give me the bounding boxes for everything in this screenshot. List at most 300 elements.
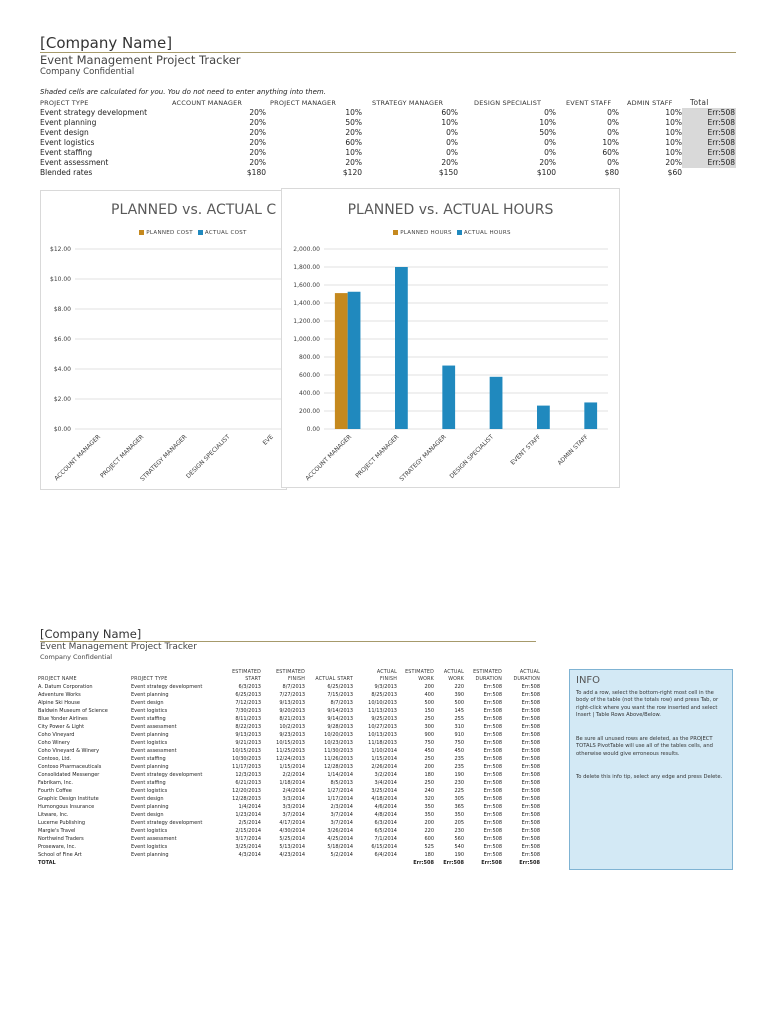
cell[interactable]: Err:508 [483, 852, 502, 858]
cell[interactable]: 12/3/2013 [235, 772, 261, 778]
cell[interactable]: 7/12/2013 [235, 700, 261, 706]
info-tip-box[interactable] [569, 669, 733, 870]
cell[interactable]: 1/15/2014 [279, 764, 305, 770]
cell[interactable]: 300 [424, 724, 434, 730]
cell[interactable]: Event strategy development [131, 772, 203, 778]
cell[interactable]: 2/5/2014 [238, 820, 261, 826]
cell[interactable]: 2/2/2014 [282, 772, 305, 778]
rate-cell[interactable]: $80 [604, 168, 619, 177]
cell[interactable]: 240 [424, 788, 434, 794]
cell[interactable]: Err:508 [521, 828, 540, 834]
rate-cell[interactable]: 10% [441, 118, 458, 127]
cell[interactable]: Err:508 [521, 716, 540, 722]
cell[interactable]: Err:508 [483, 756, 502, 762]
cell[interactable]: Fabrikam, Inc. [38, 780, 74, 786]
cell[interactable]: 910 [454, 732, 464, 738]
cell[interactable]: 230 [454, 780, 464, 786]
cell[interactable]: 1/18/2014 [279, 780, 305, 786]
cell[interactable]: 250 [424, 756, 434, 762]
cell[interactable]: A. Datum Corporation [38, 684, 93, 690]
cell[interactable]: Err:508 [483, 732, 502, 738]
rate-cell[interactable]: 0% [446, 148, 458, 157]
cell[interactable]: 9/14/2013 [327, 716, 353, 722]
cell[interactable]: Event design [131, 796, 164, 802]
cell[interactable]: 4/18/2014 [371, 796, 397, 802]
cell[interactable]: 2/4/2014 [282, 788, 305, 794]
cell[interactable]: 1/14/2014 [327, 772, 353, 778]
cell[interactable]: Err:508 [413, 860, 434, 866]
cell[interactable]: Proseware, Inc. [38, 844, 76, 850]
cell[interactable]: 600 [424, 836, 434, 842]
cell[interactable]: Err:508 [483, 804, 502, 810]
rate-cell[interactable]: 20% [249, 128, 266, 137]
cell[interactable]: 220 [424, 828, 434, 834]
rate-cell[interactable]: $180 [246, 168, 266, 177]
cell[interactable]: 3/26/2014 [327, 828, 353, 834]
cell[interactable]: Err:508 [521, 724, 540, 730]
cell[interactable]: Event strategy development [131, 820, 203, 826]
cell[interactable]: Event planning [131, 852, 169, 858]
cell[interactable]: 1/23/2014 [235, 812, 261, 818]
company-name-2: [Company Name] [40, 627, 142, 641]
cell[interactable]: 900 [424, 732, 434, 738]
cell[interactable]: Err:508 [483, 820, 502, 826]
cell[interactable]: 9/28/2013 [327, 724, 353, 730]
x-tick-label: ACCOUNT MANAGER [304, 433, 354, 483]
table-header-row [38, 676, 542, 683]
cell[interactable]: 190 [454, 772, 464, 778]
cell[interactable]: 11/17/2013 [232, 764, 261, 770]
cell[interactable]: 6/3/2013 [238, 684, 261, 690]
cell[interactable]: 5/2/2014 [330, 852, 353, 858]
cell[interactable]: Err:508 [521, 780, 540, 786]
hours-chart[interactable] [281, 188, 620, 488]
cell[interactable]: 400 [424, 692, 434, 698]
cell[interactable]: Event staffing [131, 756, 166, 762]
cell[interactable]: 8/25/2013 [371, 692, 397, 698]
cell[interactable]: Err:508 [483, 780, 502, 786]
cell[interactable]: 10/27/2013 [368, 724, 397, 730]
rate-cell[interactable]: $100 [536, 168, 556, 177]
cell[interactable]: 4/30/2014 [279, 828, 305, 834]
cell[interactable]: 5/25/2014 [279, 836, 305, 842]
cell[interactable]: TOTAL [38, 860, 56, 866]
cell[interactable]: 8/7/2013 [282, 684, 305, 690]
rate-cell[interactable]: 0% [544, 148, 556, 157]
rate-cell[interactable]: 0% [544, 138, 556, 147]
rate-cell[interactable]: 60% [441, 108, 458, 117]
cell[interactable]: Err:508 [521, 700, 540, 706]
cell[interactable]: 12/28/2013 [324, 764, 353, 770]
rate-cell[interactable]: 10% [539, 118, 556, 127]
cell[interactable]: 230 [454, 828, 464, 834]
cell[interactable]: Err:508 [521, 756, 540, 762]
rate-cell[interactable]: 20% [249, 158, 266, 167]
cell[interactable]: Err:508 [483, 708, 502, 714]
project-type-cell[interactable]: Event logistics [40, 138, 95, 147]
table-row [38, 811, 542, 819]
cell[interactable]: 180 [424, 852, 434, 858]
cell[interactable]: Event logistics [131, 844, 168, 850]
project-type-cell[interactable]: Event design [40, 128, 89, 137]
cell[interactable]: Coho Vineyard & Winery [38, 748, 100, 754]
cell[interactable]: 4/25/2014 [327, 836, 353, 842]
cell[interactable]: Err:508 [483, 812, 502, 818]
cell[interactable]: 200 [424, 820, 434, 826]
cell[interactable]: 750 [424, 740, 434, 746]
cell[interactable]: Err:508 [521, 804, 540, 810]
cell[interactable]: 2/3/2014 [330, 804, 353, 810]
cell[interactable]: Blue Yonder Airlines [38, 716, 88, 722]
cell: DURATION [475, 677, 502, 682]
cell: WORK [448, 677, 464, 682]
cell[interactable]: 9/23/2013 [279, 732, 305, 738]
cell[interactable]: Contoso Pharmaceuticals [38, 764, 102, 770]
cell[interactable]: 150 [424, 708, 434, 714]
cell[interactable]: 365 [454, 804, 464, 810]
cell[interactable]: Err:508 [521, 820, 540, 826]
rate-cell[interactable]: 60% [345, 138, 362, 147]
cell[interactable]: Err:508 [521, 748, 540, 754]
cell[interactable]: 3/2/2014 [374, 772, 397, 778]
cell[interactable]: 225 [454, 788, 464, 794]
cell[interactable]: 10/2/2013 [279, 724, 305, 730]
rate-cell[interactable]: 20% [249, 108, 266, 117]
cell[interactable]: Northwind Traders [38, 836, 84, 842]
rate-cell[interactable]: $150 [438, 168, 458, 177]
cell[interactable]: Err:508 [521, 684, 540, 690]
rates-table [40, 98, 736, 178]
cell[interactable]: 3/3/2014 [282, 804, 305, 810]
cell[interactable]: 540 [454, 844, 464, 850]
cell[interactable]: Event planning [131, 732, 169, 738]
cell[interactable]: 1/10/2014 [371, 748, 397, 754]
rate-cell[interactable]: $60 [667, 168, 682, 177]
cell[interactable]: 4/23/2014 [279, 852, 305, 858]
rate-cell[interactable]: 10% [345, 148, 362, 157]
cell[interactable]: 350 [424, 804, 434, 810]
cell[interactable]: Err:508 [483, 772, 502, 778]
shaded-cells-note: Shaded cells are calculated for you. You do not need to enter anything into them. [40, 88, 326, 96]
rate-cell[interactable]: 0% [446, 138, 458, 147]
rates-row [40, 128, 736, 138]
cell[interactable]: Err:508 [483, 836, 502, 842]
cell[interactable]: Err:508 [521, 740, 540, 746]
cell[interactable]: 220 [454, 684, 464, 690]
cell[interactable]: 390 [454, 692, 464, 698]
x-tick-label: STRATEGY MANAGER [139, 433, 189, 483]
rate-cell[interactable]: 20% [539, 158, 556, 167]
cell[interactable]: 3/7/2014 [282, 812, 305, 818]
cell[interactable]: Err:508 [521, 788, 540, 794]
project-type-cell[interactable]: Event strategy development [40, 108, 148, 117]
cell[interactable]: 250 [424, 716, 434, 722]
cell[interactable]: Contoso, Ltd. [38, 756, 72, 762]
cell[interactable]: Err:508 [483, 724, 502, 730]
project-type-cell[interactable]: Event staffing [40, 148, 93, 157]
rate-cell[interactable]: 0% [607, 118, 619, 127]
cell[interactable]: 10/30/2013 [232, 756, 261, 762]
cell[interactable]: Event design [131, 812, 164, 818]
cell[interactable]: City Power & Light [38, 724, 85, 730]
cell[interactable]: Err:508 [521, 772, 540, 778]
cell[interactable]: Margie's Travel [38, 828, 76, 834]
cell[interactable]: 9/13/2013 [279, 700, 305, 706]
cell[interactable]: 200 [424, 764, 434, 770]
cell[interactable]: Adventure Works [38, 692, 81, 698]
rates-row [40, 108, 736, 118]
cell[interactable]: 3/7/2014 [330, 820, 353, 826]
cell[interactable]: Err:508 [521, 764, 540, 770]
cell[interactable]: Err:508 [483, 844, 502, 850]
cell[interactable]: 3/17/2014 [235, 836, 261, 842]
y-tick-label: 600.00 [299, 372, 320, 379]
cell[interactable]: Baldwin Museum of Science [38, 708, 108, 714]
cell[interactable]: 8/7/2013 [330, 700, 353, 706]
cell[interactable]: 1/15/2014 [371, 756, 397, 762]
cell[interactable]: 235 [454, 764, 464, 770]
cell[interactable]: 10/15/2013 [232, 748, 261, 754]
cell[interactable]: Litware, Inc. [38, 812, 69, 818]
cell[interactable]: 3/25/2014 [235, 844, 261, 850]
cell[interactable]: Event planning [131, 804, 169, 810]
cell[interactable]: Event strategy development [131, 684, 203, 690]
cell[interactable]: Event assessment [131, 836, 177, 842]
cell[interactable]: 4/8/2014 [374, 812, 397, 818]
cell[interactable]: 3/3/2014 [282, 796, 305, 802]
cell[interactable]: 10/10/2013 [368, 700, 397, 706]
cell[interactable]: Event logistics [131, 788, 168, 794]
project-type-cell[interactable]: Blended rates [40, 168, 93, 177]
rate-cell[interactable]: 20% [345, 158, 362, 167]
cell[interactable]: 10/20/2013 [324, 732, 353, 738]
cell[interactable]: 310 [454, 724, 464, 730]
cell[interactable]: 9/3/2013 [374, 684, 397, 690]
cell[interactable]: Err:508 [521, 852, 540, 858]
cell[interactable]: Event assessment [131, 724, 177, 730]
rate-cell[interactable]: 20% [249, 148, 266, 157]
cell[interactable]: Err:508 [483, 692, 502, 698]
cell[interactable]: 1/27/2014 [327, 788, 353, 794]
cell[interactable]: 7/1/2014 [374, 836, 397, 842]
cell[interactable]: 350 [424, 812, 434, 818]
cell[interactable]: 11/26/2013 [324, 756, 353, 762]
cell[interactable]: 525 [424, 844, 434, 850]
cell[interactable]: Event logistics [131, 740, 168, 746]
rate-cell[interactable]: $120 [342, 168, 362, 177]
y-tick-label: $6.00 [53, 336, 71, 343]
cell[interactable]: Event design [131, 700, 164, 706]
cell[interactable] [355, 859, 399, 867]
cell[interactable]: 750 [454, 740, 464, 746]
cell[interactable]: 9/13/2013 [235, 732, 261, 738]
rate-cell[interactable]: 10% [665, 128, 682, 137]
cell[interactable]: 180 [424, 772, 434, 778]
rate-cell[interactable]: 60% [602, 148, 619, 157]
cell[interactable]: 8/5/2013 [330, 780, 353, 786]
cell[interactable]: Event planning [131, 692, 169, 698]
cell[interactable]: 10/23/2013 [324, 740, 353, 746]
cell[interactable]: 11/30/2013 [324, 748, 353, 754]
cell[interactable]: 7/15/2013 [327, 692, 353, 698]
cell[interactable]: 6/21/2013 [235, 780, 261, 786]
rate-cell[interactable]: 0% [544, 108, 556, 117]
cell[interactable]: 8/11/2013 [235, 716, 261, 722]
cell[interactable]: Err:508 [483, 764, 502, 770]
cell[interactable]: 6/25/2013 [327, 684, 353, 690]
cell[interactable]: 3/4/2014 [374, 780, 397, 786]
cell[interactable]: Err:508 [521, 836, 540, 842]
cell[interactable]: Event logistics [131, 708, 168, 714]
cell[interactable]: Err:508 [483, 684, 502, 690]
cell[interactable]: 3/7/2014 [330, 812, 353, 818]
cell[interactable]: Alpine Ski House [38, 700, 80, 706]
cell[interactable]: 4/3/2014 [238, 852, 261, 858]
rate-cell[interactable]: 20% [441, 158, 458, 167]
cell[interactable]: Err:508 [483, 788, 502, 794]
cell[interactable]: Lucerne Publishing [38, 820, 86, 826]
cell[interactable]: 3/25/2014 [371, 788, 397, 794]
rate-cell[interactable]: 50% [345, 118, 362, 127]
cell[interactable]: 250 [424, 780, 434, 786]
cell[interactable]: Event assessment [131, 748, 177, 754]
project-type-cell[interactable]: Event assessment [40, 158, 109, 167]
cell[interactable] [131, 859, 219, 867]
cell[interactable]: Err:508 [521, 732, 540, 738]
cell[interactable]: 145 [454, 708, 464, 714]
cell[interactable]: 12/24/2013 [276, 756, 305, 762]
rate-cell[interactable]: 10% [665, 148, 682, 157]
cell[interactable]: 11/18/2013 [368, 740, 397, 746]
cell[interactable]: 350 [454, 812, 464, 818]
cell[interactable]: 11/25/2013 [276, 748, 305, 754]
cell[interactable]: 205 [454, 820, 464, 826]
cell[interactable]: 450 [424, 748, 434, 754]
cell[interactable]: 9/21/2013 [235, 740, 261, 746]
cell[interactable]: Event logistics [131, 828, 168, 834]
cell[interactable]: Humongous Insurance [38, 804, 95, 810]
rate-cell[interactable]: 10% [665, 138, 682, 147]
cell[interactable]: 7/27/2013 [279, 692, 305, 698]
cell[interactable]: 235 [454, 756, 464, 762]
cell[interactable]: School of Fine Art [38, 852, 82, 858]
cell[interactable]: 500 [454, 700, 464, 706]
legend-label: PLANNED COST [146, 230, 193, 236]
cell[interactable]: Event planning [131, 764, 169, 770]
rate-cell[interactable]: 20% [665, 158, 682, 167]
cell[interactable]: 1/4/2014 [238, 804, 261, 810]
rate-cell[interactable]: 50% [539, 128, 556, 137]
cell[interactable]: Event staffing [131, 780, 166, 786]
cell[interactable]: 12/28/2013 [232, 796, 261, 802]
cell[interactable]: Err:508 [521, 692, 540, 698]
cell[interactable]: 9/20/2013 [279, 708, 305, 714]
cell[interactable]: 8/22/2013 [235, 724, 261, 730]
cell[interactable]: 5/18/2014 [327, 844, 353, 850]
rate-cell[interactable]: 20% [345, 128, 362, 137]
cell[interactable]: Coho Winery [38, 740, 70, 746]
rate-cell[interactable]: 20% [249, 138, 266, 147]
cell[interactable]: 320 [424, 796, 434, 802]
cell[interactable]: Err:508 [481, 860, 502, 866]
cell[interactable]: 4/17/2014 [279, 820, 305, 826]
bar-actual [395, 267, 408, 429]
rate-cell[interactable]: 10% [665, 118, 682, 127]
rate-cell[interactable]: 10% [345, 108, 362, 117]
cell[interactable] [307, 859, 355, 867]
cell[interactable]: Err:508 [521, 708, 540, 714]
cell[interactable]: 6/5/2014 [374, 828, 397, 834]
cell[interactable]: Coho Vineyard [38, 732, 75, 738]
cell[interactable]: Err:508 [519, 860, 540, 866]
cell[interactable]: 6/3/2014 [374, 820, 397, 826]
cell[interactable]: 6/15/2014 [371, 844, 397, 850]
cell[interactable] [263, 859, 307, 867]
cell[interactable]: 305 [454, 796, 464, 802]
cell[interactable]: 450 [454, 748, 464, 754]
cell[interactable]: Err:508 [521, 844, 540, 850]
cell[interactable]: 500 [424, 700, 434, 706]
cell[interactable]: 2/15/2014 [235, 828, 261, 834]
cell[interactable]: Err:508 [521, 796, 540, 802]
rate-cell[interactable]: 10% [602, 138, 619, 147]
x-tick-label: DESIGN SPECIALIST [448, 433, 496, 481]
cell[interactable]: Fourth Coffee [38, 788, 72, 794]
cell[interactable]: 255 [454, 716, 464, 722]
cell[interactable]: Err:508 [443, 860, 464, 866]
cell[interactable]: 7/30/2013 [235, 708, 261, 714]
cell[interactable]: Err:508 [483, 700, 502, 706]
cell[interactable]: Graphic Design Institute [38, 796, 99, 802]
cell[interactable]: Err:508 [483, 796, 502, 802]
cell[interactable]: 12/20/2013 [232, 788, 261, 794]
rate-cell[interactable]: 0% [607, 108, 619, 117]
cell[interactable]: 190 [454, 852, 464, 858]
rate-cell[interactable]: 0% [607, 128, 619, 137]
cell[interactable]: 8/21/2013 [279, 716, 305, 722]
cell[interactable]: Err:508 [483, 740, 502, 746]
cell[interactable]: 560 [454, 836, 464, 842]
cell[interactable]: 10/15/2013 [276, 740, 305, 746]
cell[interactable]: Err:508 [483, 748, 502, 754]
cell[interactable]: 10/13/2013 [368, 732, 397, 738]
cell[interactable]: 4/6/2014 [374, 804, 397, 810]
cell[interactable]: Event staffing [131, 716, 166, 722]
cell[interactable]: 200 [424, 684, 434, 690]
rate-cell[interactable]: 20% [249, 118, 266, 127]
cell[interactable]: 1/17/2014 [327, 796, 353, 802]
rate-cell[interactable]: 0% [446, 128, 458, 137]
rate-cell[interactable]: 0% [607, 158, 619, 167]
cell[interactable]: Consolidated Messenger [38, 772, 100, 778]
cell[interactable]: 5/13/2014 [279, 844, 305, 850]
cell[interactable]: 2/26/2014 [371, 764, 397, 770]
project-type-cell[interactable]: Event planning [40, 118, 97, 127]
x-tick-label: DESIGN SPECIALIST [185, 433, 232, 481]
cell[interactable] [219, 859, 263, 867]
cell[interactable]: 6/25/2013 [235, 692, 261, 698]
cost-chart[interactable] [40, 190, 287, 490]
cell[interactable]: Err:508 [521, 812, 540, 818]
cell[interactable]: 9/14/2013 [327, 708, 353, 714]
cell[interactable]: 9/25/2013 [371, 716, 397, 722]
rate-cell[interactable]: 10% [665, 108, 682, 117]
cell[interactable]: 6/4/2014 [374, 852, 397, 858]
cell[interactable]: 11/13/2013 [368, 708, 397, 714]
cell[interactable]: Err:508 [483, 716, 502, 722]
cell[interactable]: Err:508 [483, 828, 502, 834]
rates-row [40, 118, 736, 128]
